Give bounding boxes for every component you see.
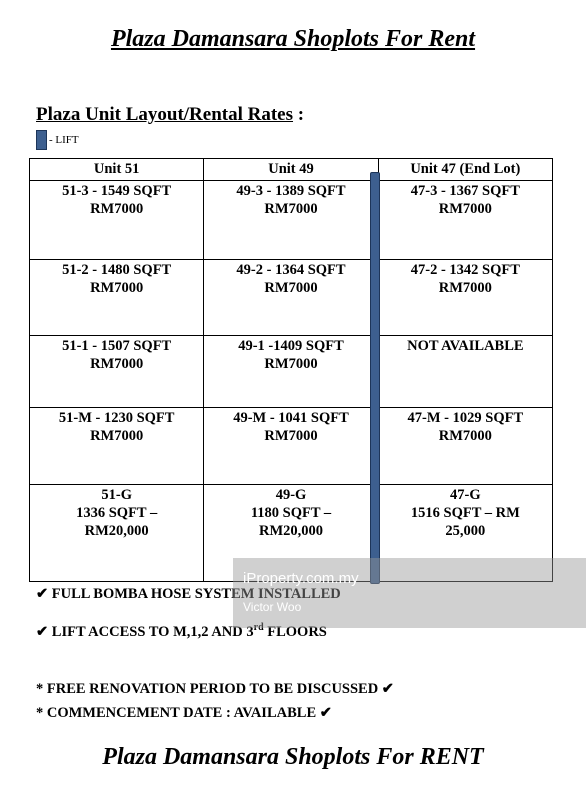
unit-rent: RM7000 bbox=[264, 428, 318, 444]
footer-title: Plaza Damansara Shoplots For RENT bbox=[102, 744, 484, 770]
unit-size: 51-3 - 1549 SQFT bbox=[62, 183, 172, 199]
lift-legend-label: - LIFT bbox=[49, 134, 79, 146]
rental-table bbox=[29, 158, 553, 582]
table-cell bbox=[204, 260, 378, 336]
note-commencement: * COMMENCEMENT DATE : AVAILABLE ✔ bbox=[36, 705, 332, 721]
lift-legend bbox=[36, 130, 79, 150]
feature-bomba: ✔ FULL BOMBA HOSE SYSTEM INSTALLED bbox=[36, 586, 341, 602]
unit-size: 47-2 - 1342 SQFT bbox=[410, 262, 520, 278]
unit-rent: RM20,000 bbox=[84, 523, 149, 539]
unit-size: 51-1 - 1507 SQFT bbox=[62, 338, 172, 354]
table-cell bbox=[30, 485, 204, 582]
feature-lift-sup: rd bbox=[253, 622, 264, 633]
table-row bbox=[30, 181, 553, 260]
unit-size: 1180 SQFT – bbox=[250, 505, 332, 521]
table-cell bbox=[30, 260, 204, 336]
unit-size: 49-M - 1041 SQFT bbox=[233, 410, 349, 426]
table-cell bbox=[204, 336, 378, 408]
table-cell bbox=[204, 408, 378, 485]
unit-rent: RM7000 bbox=[90, 428, 144, 444]
unit-size: 51-M - 1230 SQFT bbox=[58, 410, 175, 426]
unit-rent: 25,000 bbox=[445, 523, 486, 539]
section-heading-colon: : bbox=[297, 104, 305, 125]
unit-rent: RM7000 bbox=[90, 201, 144, 217]
unit-size: 1336 SQFT – bbox=[76, 505, 158, 521]
table-cell bbox=[378, 336, 552, 408]
unit-size: 49-3 - 1389 SQFT bbox=[236, 183, 346, 199]
feature-lift-suffix: FLOORS bbox=[263, 623, 327, 640]
unit-rent: RM7000 bbox=[438, 280, 492, 296]
unit-id: 47-G bbox=[450, 487, 481, 503]
unit-rent: RM20,000 bbox=[258, 523, 324, 539]
table-row bbox=[30, 336, 553, 408]
unit-rent: RM7000 bbox=[438, 201, 492, 217]
table-row bbox=[30, 408, 553, 485]
unit-rent: RM7000 bbox=[90, 280, 144, 296]
unit-id: 49-G bbox=[275, 487, 307, 503]
unit-rent: RM7000 bbox=[438, 428, 492, 444]
watermark bbox=[233, 558, 586, 628]
unit-size: 49-2 - 1364 SQFT bbox=[236, 262, 346, 278]
column-header-unit-51: Unit 51 bbox=[30, 159, 204, 181]
unit-id: 51-G bbox=[101, 487, 132, 503]
unit-size: 49-1 -1409 SQFT bbox=[238, 338, 344, 354]
table-cell bbox=[30, 336, 204, 408]
column-header-unit-49: Unit 49 bbox=[204, 159, 378, 181]
unit-size: 47-3 - 1367 SQFT bbox=[410, 183, 520, 199]
unit-rent: RM7000 bbox=[264, 356, 318, 372]
watermark-brand: iProperty.com.my bbox=[243, 570, 359, 587]
unit-rent: RM7000 bbox=[90, 356, 144, 372]
table-cell bbox=[378, 260, 552, 336]
column-header-unit-47: Unit 47 (End Lot) bbox=[378, 159, 552, 181]
unit-rent: RM7000 bbox=[264, 280, 318, 296]
watermark-agent: Victor Woo bbox=[243, 600, 302, 614]
section-heading bbox=[36, 104, 304, 126]
table-cell bbox=[204, 181, 378, 260]
section-heading-text: Plaza Unit Layout/Rental Rates bbox=[36, 104, 294, 125]
table-row bbox=[30, 260, 553, 336]
unit-status: NOT AVAILABLE bbox=[407, 338, 524, 354]
unit-size: 47-M - 1029 SQFT bbox=[407, 410, 524, 426]
unit-rent: RM7000 bbox=[264, 201, 318, 217]
table-cell bbox=[30, 408, 204, 485]
feature-lift-text: ✔ LIFT ACCESS TO M,1,2 AND 3 bbox=[36, 623, 254, 640]
table-cell bbox=[378, 408, 552, 485]
lift-icon bbox=[36, 130, 47, 150]
page-title: Plaza Damansara Shoplots For Rent bbox=[110, 26, 476, 52]
unit-size: 1516 SQFT – RM bbox=[410, 505, 520, 521]
table-cell bbox=[378, 181, 552, 260]
note-renovation: * FREE RENOVATION PERIOD TO BE DISCUSSED ✔ bbox=[36, 681, 394, 697]
lift-shaft bbox=[370, 172, 380, 584]
unit-size: 51-2 - 1480 SQFT bbox=[62, 262, 172, 278]
table-cell bbox=[30, 181, 204, 260]
